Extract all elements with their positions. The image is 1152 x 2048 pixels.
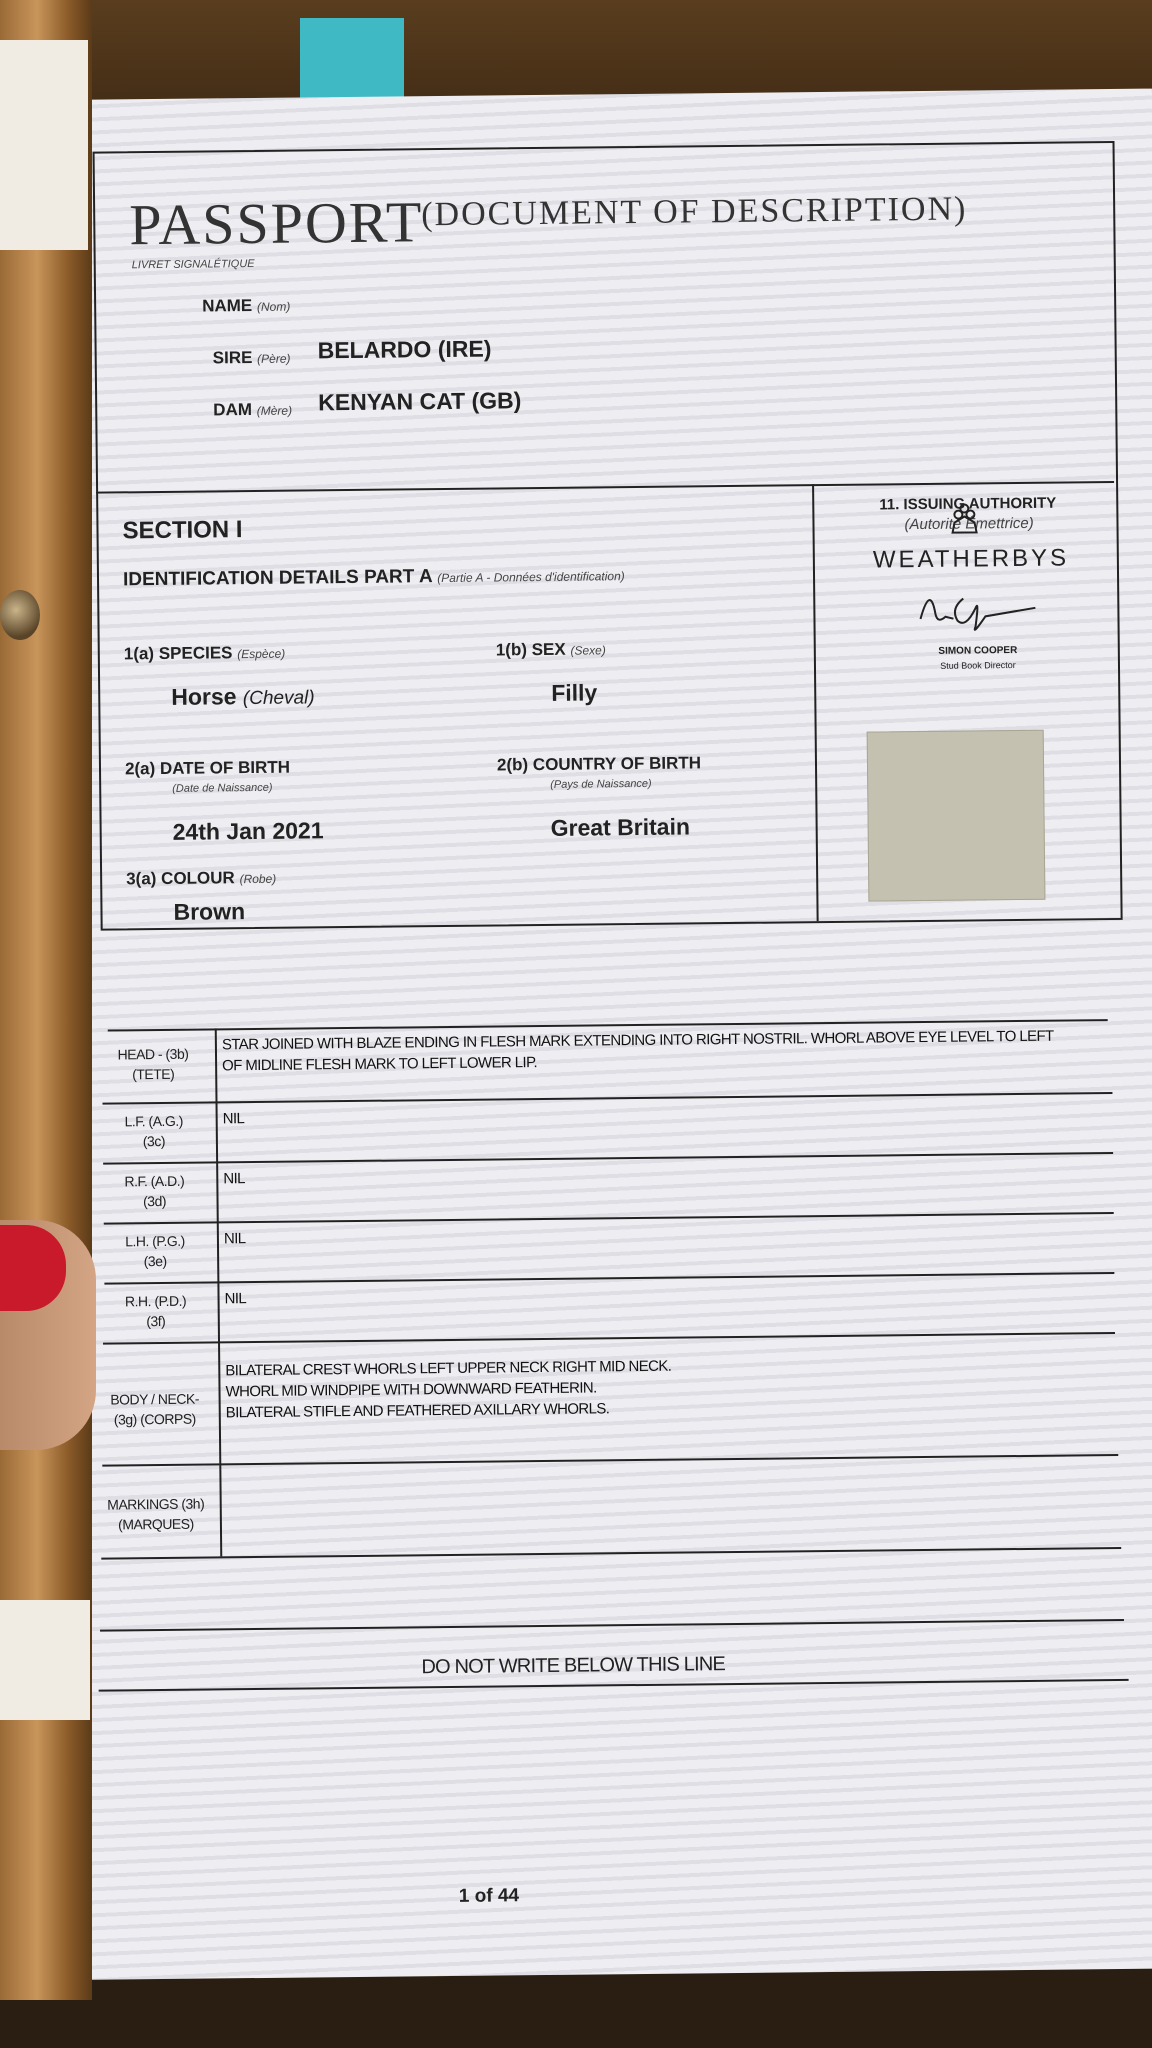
grid-col-line: [215, 1028, 223, 1556]
species-value: Horse (Cheval): [171, 683, 315, 710]
sex-label: 1(b) SEX (Sexe): [495, 639, 606, 660]
sex-value: Filly: [551, 679, 598, 706]
marking-label-markings: MARKINGS (3h) (MARQUES): [107, 1495, 205, 1533]
passport-title-fr: LIVRET SIGNALÉTIQUE: [131, 257, 255, 272]
signature-icon: [905, 578, 1046, 639]
binder-label: [0, 40, 88, 250]
colour-label: 3(a) COLOUR (Robe): [126, 868, 277, 889]
passport-subtitle: (DOCUMENT OF DESCRIPTION): [421, 190, 968, 234]
marking-label-lh: L.H. (P.G.) (3e): [125, 1232, 185, 1270]
do-not-write-notice: DO NOT WRITE BELOW THIS LINE: [421, 1653, 726, 1679]
marking-text-rf: NIL: [223, 1170, 245, 1188]
dob-label-fr: (Date de Naissance): [172, 781, 273, 795]
marking-text-lf: NIL: [222, 1110, 245, 1128]
marking-label-body: BODY / NECK- (3g) (CORPS): [110, 1390, 200, 1428]
crest-icon: [944, 502, 984, 538]
do-not-write-line: [99, 1679, 1129, 1692]
country-label: 2(b) COUNTRY OF BIRTH: [496, 753, 702, 775]
marking-text-body: BILATERAL CREST WHORLS LEFT UPPER NECK RIGHT MID NECK. WHORL MID WINDPIPE WITH DOWNWARD FEATHERIN. BILATERAL STIFLE AND FEATHERED AXILLARY WHORLS.: [225, 1357, 672, 1422]
part-heading: IDENTIFICATION DETAILS PART A (Partie A - Données d'identification): [122, 566, 625, 591]
species-label: 1(a) SPECIES (Espèce): [123, 643, 286, 664]
seal-stamp: [867, 730, 1046, 902]
sire-label: SIRE (Père): [212, 347, 291, 368]
colour-value: Brown: [173, 898, 246, 925]
name-label: NAME (Nom): [202, 295, 291, 316]
issuing-heading: 11. ISSUING AUTHORITY: [879, 494, 1057, 514]
marking-text-rh: NIL: [224, 1290, 247, 1308]
passport-title: PASSPORT: [128, 189, 424, 258]
binder-label: [0, 1600, 90, 1720]
grid-line: [100, 1619, 1124, 1632]
issuer-logo-text: WEATHERBYS: [872, 544, 1070, 574]
binder-rivet: [0, 590, 40, 640]
marking-label-head: HEAD - (3b) (TETE): [117, 1045, 189, 1083]
page-number: 1 of 44: [458, 1885, 520, 1907]
signer-name: SIMON COOPER: [938, 645, 1018, 657]
dob-label: 2(a) DATE OF BIRTH: [124, 757, 291, 779]
marking-label-rh: R.H. (P.D.) (3f): [124, 1292, 187, 1330]
marking-text-head: STAR JOINED WITH BLAZE ENDING IN FLESH MARK EXTENDING INTO RIGHT NOSTRIL. WHORL ABOVE EYE LEVEL TO LEFT OF MIDLINE FLESH MARK TO LEFT LOWER LIP.: [221, 1027, 1054, 1075]
signer-title: Stud Book Director: [940, 660, 1016, 671]
marking-label-lf: L.F. (A.G.) (3c): [124, 1112, 183, 1150]
country-label-fr: (Pays de Naissance): [550, 777, 652, 791]
country-value: Great Britain: [550, 813, 691, 841]
passport-page: [60, 89, 1152, 1980]
dob-value: 24th Jan 2021: [172, 817, 324, 845]
grid-line: [103, 1332, 1115, 1345]
dam-value: KENYAN CAT (GB): [318, 387, 522, 416]
grid-line: [102, 1454, 1118, 1467]
marking-label-rf: R.F. (A.D.) (3d): [124, 1172, 185, 1210]
grid-line: [101, 1547, 1121, 1560]
issuing-heading-fr: (Autorité Émettrice): [904, 514, 1034, 534]
dam-label: DAM (Mère): [213, 400, 293, 420]
sire-value: BELARDO (IRE): [317, 335, 492, 364]
section-heading: SECTION I: [122, 516, 243, 545]
marking-text-markings: [226, 1469, 1106, 1478]
marking-text-lh: NIL: [223, 1230, 246, 1248]
